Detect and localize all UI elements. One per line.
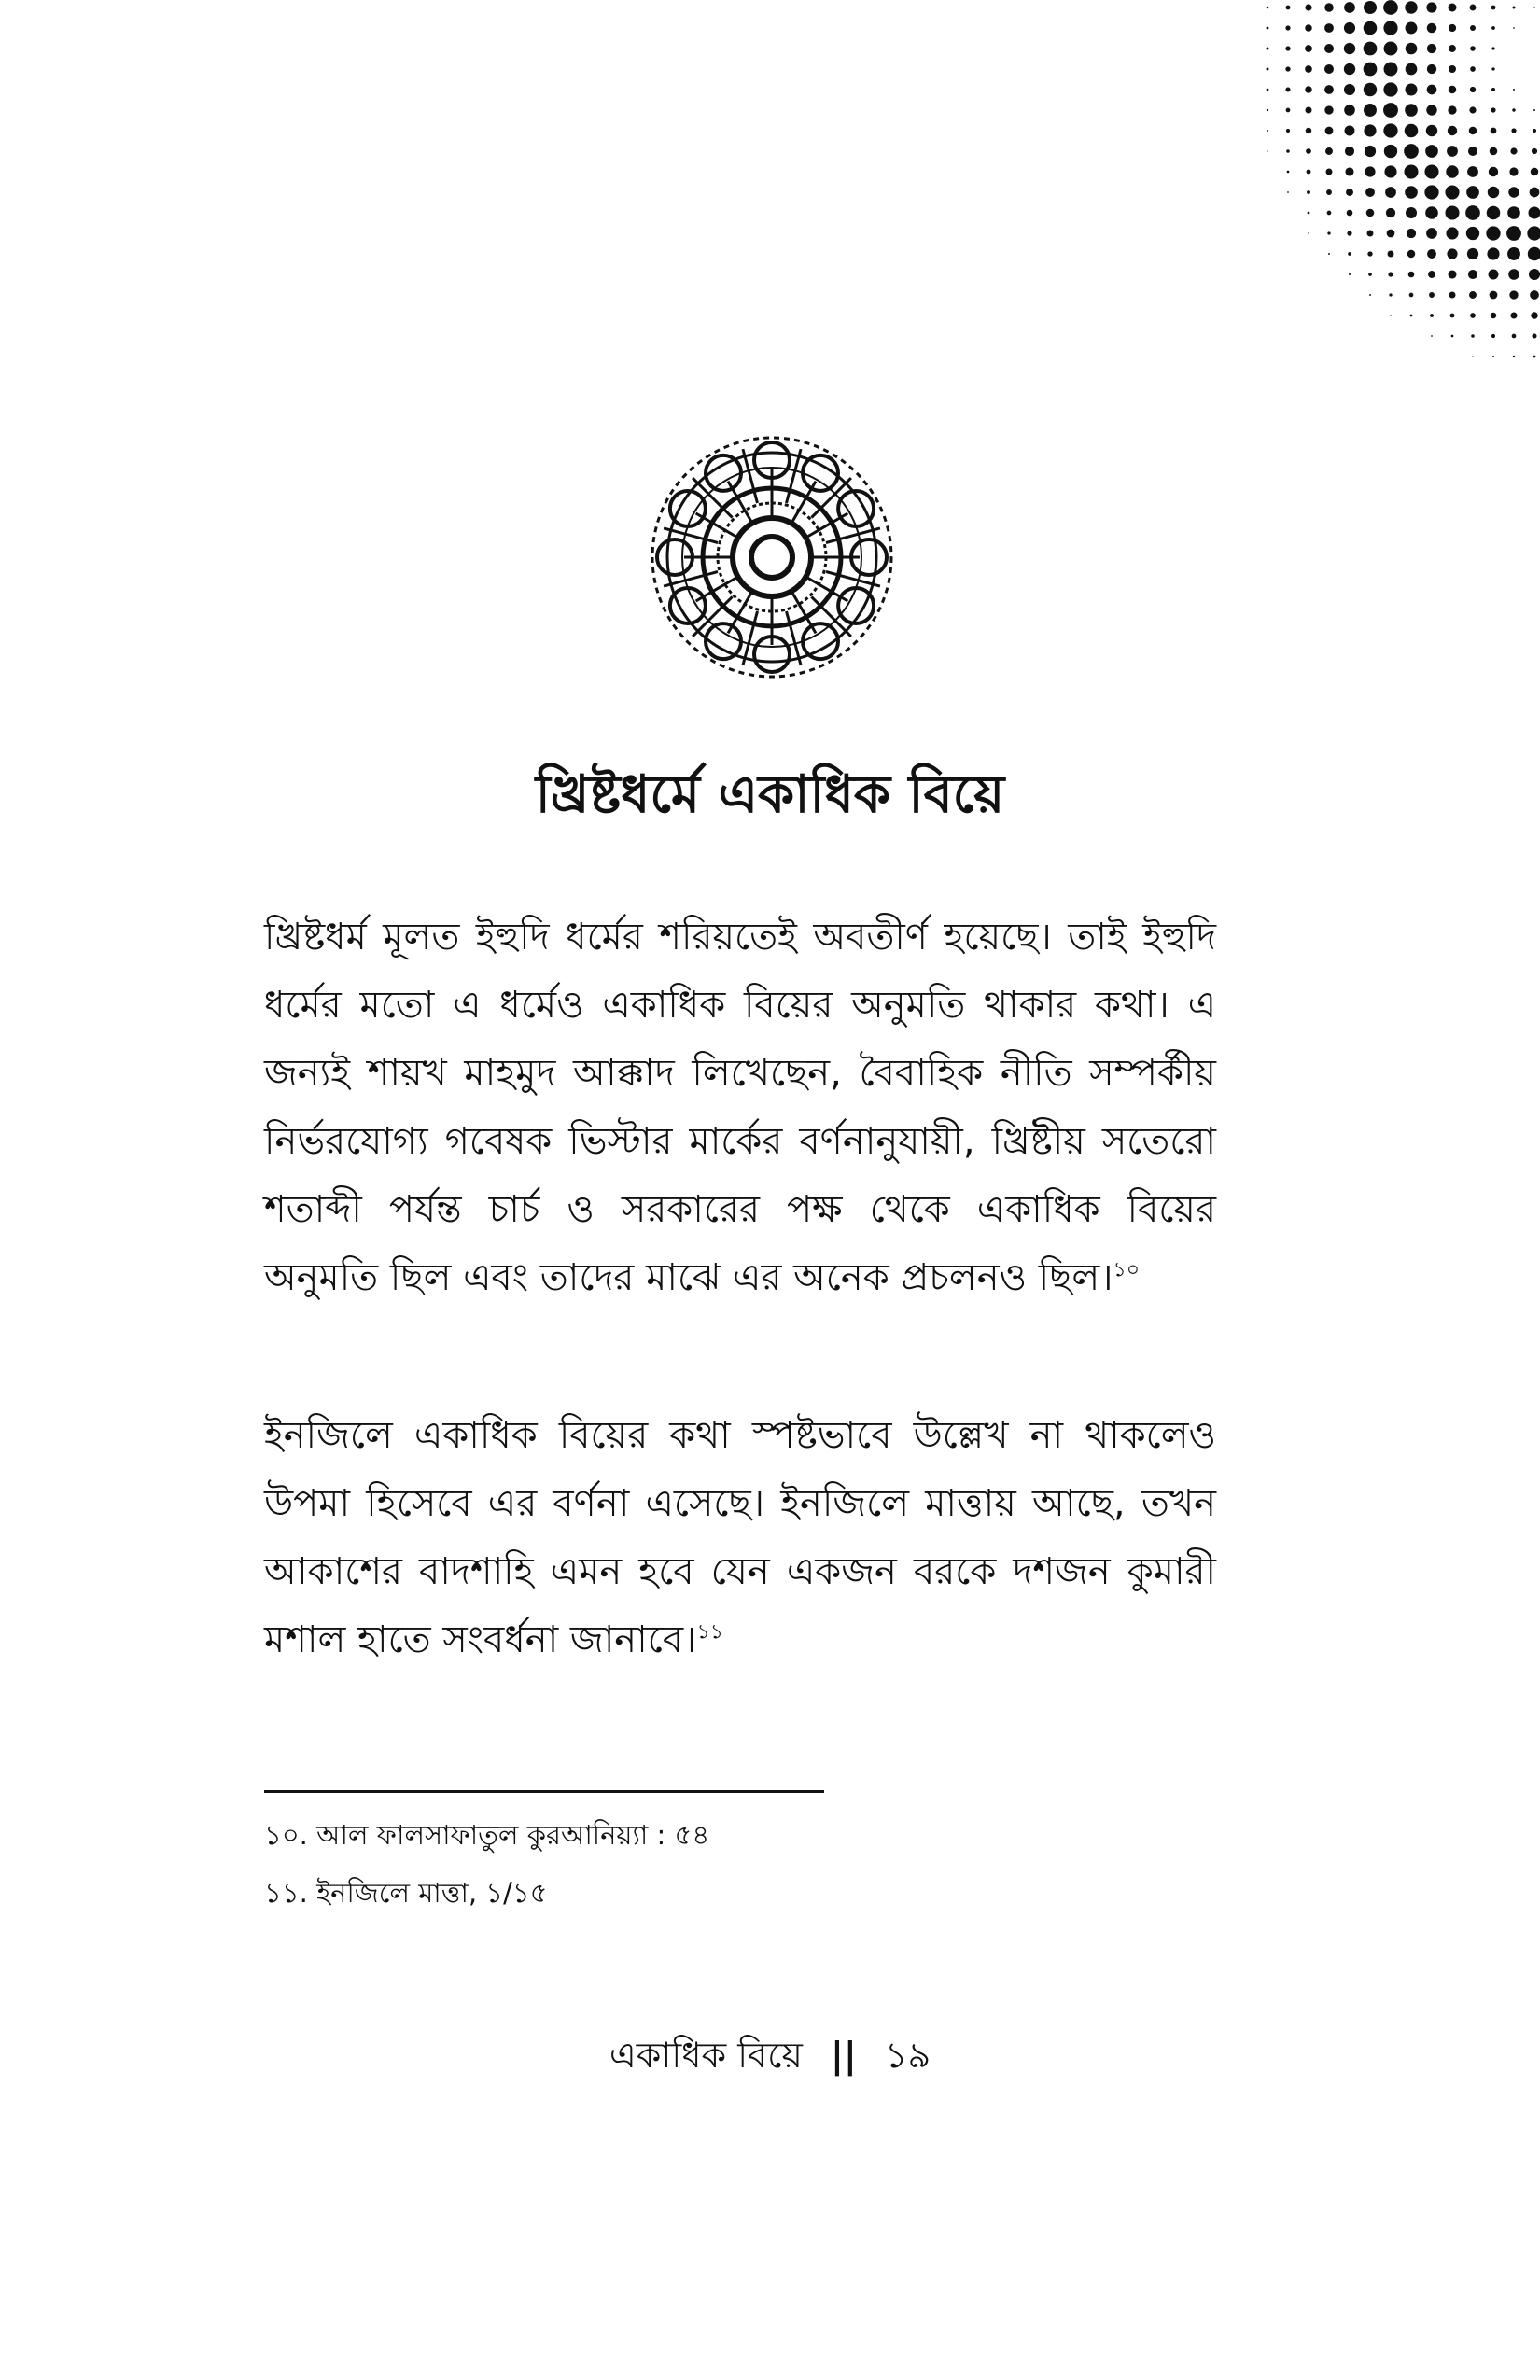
halftone-dot (1383, 82, 1397, 96)
halftone-dot (1449, 86, 1456, 93)
halftone-dot (1428, 271, 1435, 278)
halftone-dot (1533, 109, 1535, 111)
halftone-dot (1364, 63, 1378, 77)
halftone-dot (1530, 290, 1539, 300)
halftone-dot (1405, 1, 1417, 13)
halftone-dot (1287, 171, 1290, 174)
halftone-dot (1349, 273, 1351, 275)
halftone-dot (1406, 43, 1418, 55)
halftone-dot (1487, 206, 1501, 220)
halftone-dot (1345, 126, 1355, 136)
halftone-dot (1388, 251, 1394, 258)
halftone-dot (1513, 27, 1515, 29)
halftone-dot (1491, 26, 1495, 30)
halftone-dot (1513, 89, 1515, 91)
halftone-dot (1365, 146, 1376, 157)
footnote-divider (264, 1790, 824, 1793)
halftone-dot (1528, 247, 1540, 260)
halftone-dot (1512, 334, 1517, 339)
halftone-dot (1513, 356, 1515, 357)
halftone-dot (1305, 106, 1311, 113)
halftone-dot (1383, 21, 1397, 35)
halftone-dot (1486, 226, 1500, 240)
halftone-dot (1491, 88, 1495, 91)
halftone-dot (1383, 0, 1398, 15)
halftone-dot (1344, 63, 1355, 75)
ornament-spoke (693, 478, 733, 518)
halftone-dot (1424, 185, 1438, 199)
halftone-dot (1491, 128, 1497, 134)
footnote-reference[interactable]: ১০ (1113, 1258, 1141, 1282)
halftone-dot (1325, 147, 1333, 155)
halftone-dot (1449, 292, 1456, 299)
halftone-dot (1467, 166, 1478, 177)
halftone-dot (1324, 3, 1333, 11)
halftone-dot (1305, 65, 1312, 73)
halftone-dot (1344, 43, 1355, 54)
halftone-dot (1286, 6, 1291, 10)
halftone-dot (1326, 189, 1332, 195)
halftone-dot (1471, 334, 1475, 338)
halftone-dot (1491, 334, 1495, 338)
halftone-dot (1347, 231, 1351, 235)
halftone-dot (1509, 290, 1518, 299)
halftone-dot (1365, 188, 1375, 197)
footnote-reference[interactable]: ১১ (696, 1620, 723, 1645)
halftone-dot (1491, 313, 1496, 318)
halftone-dot (1367, 251, 1372, 256)
halftone-dot (1410, 315, 1413, 317)
halftone-dot (1472, 356, 1473, 357)
halftone-dot (1328, 253, 1330, 255)
halftone-dot (1389, 293, 1392, 296)
halftone-dot (1492, 356, 1494, 357)
halftone-dot (1531, 312, 1537, 318)
halftone-dot (1533, 129, 1536, 133)
halftone-dot (1470, 46, 1476, 51)
halftone-dot (1466, 186, 1479, 199)
ornament-spoke (693, 596, 733, 637)
halftone-dot (1406, 22, 1418, 35)
body-paragraph (264, 1402, 1216, 1674)
halftone-dot (1510, 147, 1517, 154)
halftone-dot (1384, 165, 1396, 177)
halftone-dot (1305, 24, 1312, 32)
halftone-dot (1487, 247, 1499, 259)
footer-separator: || (830, 2035, 857, 2076)
halftone-dot (1509, 167, 1518, 175)
halftone-dot (1449, 45, 1456, 52)
halftone-dot (1344, 84, 1355, 95)
halftone-dot (1407, 229, 1416, 238)
halftone-dot (1491, 47, 1494, 49)
halftone-dot (1507, 206, 1520, 219)
halftone-dot (1427, 64, 1436, 74)
halftone-dot (1468, 147, 1477, 156)
halftone-dot (1427, 85, 1437, 95)
halftone-dot (1383, 123, 1397, 137)
halftone-dot-pattern-icon (1260, 0, 1540, 541)
halftone-dot (1491, 6, 1496, 10)
halftone-dot (1491, 107, 1495, 112)
halftone-dot (1405, 104, 1418, 117)
halftone-dot (1425, 206, 1438, 219)
halftone-dot (1344, 2, 1355, 13)
halftone-dot (1267, 27, 1269, 30)
halftone-dot (1448, 105, 1456, 114)
halftone-dot (1446, 227, 1458, 239)
halftone-dot (1449, 4, 1457, 12)
halftone-dot (1306, 128, 1311, 133)
halftone-dot (1466, 227, 1479, 240)
halftone-dot (1470, 66, 1476, 72)
footnote-item: ১০. আল ফালসাফাতুল কুরআনিয়্যা : ৫৪ (264, 1819, 710, 1851)
halftone-dot (1470, 313, 1476, 318)
halftone-dot (1285, 25, 1290, 30)
halftone-dot (1467, 248, 1478, 259)
halftone-dot (1326, 169, 1333, 175)
page-number: ১৯ (884, 2035, 931, 2076)
halftone-dot (1365, 166, 1375, 176)
halftone-dot (1305, 4, 1311, 10)
halftone-dot (1366, 209, 1374, 217)
mandala-ornament-icon (646, 431, 898, 683)
halftone-dot (1364, 42, 1378, 56)
halftone-dot (1267, 48, 1269, 50)
halftone-dot (1488, 187, 1499, 198)
footnote-item: ১১. ইনজিলে মাত্তা, ১/১৫ (264, 1877, 548, 1909)
halftone-dot (1345, 167, 1353, 175)
halftone-dot (1267, 7, 1269, 9)
halftone-dot (1513, 7, 1516, 9)
body-paragraph (264, 903, 1216, 1312)
halftone-dot (1429, 292, 1435, 298)
halftone-dot (1408, 272, 1415, 278)
halftone-dot (1286, 108, 1291, 113)
halftone-dot (1470, 25, 1476, 31)
halftone-dot (1491, 67, 1494, 70)
halftone-dot (1324, 85, 1334, 94)
halftone-dot (1367, 231, 1374, 237)
halftone-dot (1327, 231, 1330, 234)
halftone-dot (1364, 83, 1377, 96)
halftone-dot (1324, 23, 1334, 33)
halftone-dot (1490, 147, 1498, 156)
halftone-dot (1368, 273, 1372, 276)
paragraph-text: খ্রিষ্টধর্ম মূলত ইহুদি ধর্মের শরিয়তেই অবতীর্ণ হয়েছে। তাই ইহুদি ধর্মের মতো এ ধর্মেও একাধিক বিয়ের অনুমতি থাকার কথা। এ জন্যই শায়খ মাহমুদ আক্কাদ লিখেছেন, বৈবাহিক নীতি সম্পর্কীয় নির্ভরযোগ্য গবেষক ভিস্টার মার্কের বর্ণনানুযায়ী, খ্রিষ্টীয় সতেরো শতাব্দী পর্যন্ত চার্চ ও সরকারের পক্ষ থেকে একাধিক বিয়ের অনুমতি ছিল এবং তাদের মাঝে এর অনেক প্রচলনও ছিল। (264, 916, 1216, 1299)
halftone-dot (1529, 207, 1540, 219)
ornament-spoke (811, 478, 851, 518)
halftone-dot (1449, 65, 1456, 73)
halftone-dot (1447, 146, 1458, 157)
halftone-dot (1383, 103, 1398, 118)
halftone-dot (1267, 89, 1269, 91)
halftone-dot (1508, 187, 1519, 197)
halftone-dot (1489, 167, 1498, 176)
halftone-dot (1344, 105, 1355, 116)
halftone-dot (1285, 46, 1290, 50)
halftone-dot (1285, 66, 1290, 71)
halftone-dot (1286, 149, 1290, 153)
halftone-dot (1510, 312, 1517, 318)
halftone-dot (1307, 170, 1311, 175)
halftone-dot (1387, 230, 1395, 238)
halftone-dot (1465, 205, 1480, 220)
halftone-dot (1469, 127, 1477, 135)
halftone-dot (1426, 125, 1437, 136)
halftone-dot (1531, 168, 1538, 175)
halftone-dot (1406, 63, 1418, 76)
halftone-dot (1430, 314, 1434, 317)
halftone-dot (1406, 84, 1418, 96)
halftone-dot (1446, 165, 1458, 177)
halftone-dot (1532, 333, 1536, 338)
halftone-dot (1306, 148, 1311, 154)
halftone-dot (1285, 87, 1290, 91)
halftone-dot (1468, 270, 1477, 279)
halftone-dot (1448, 270, 1456, 278)
halftone-dot (1406, 207, 1417, 218)
halftone-dot (1470, 5, 1477, 11)
halftone-dot (1427, 249, 1436, 259)
halftone-dot (1287, 191, 1289, 193)
footer-book-title: একাধিক বিয়ে (609, 2035, 803, 2076)
halftone-dot (1445, 185, 1459, 199)
halftone-dot (1385, 187, 1396, 198)
halftone-dot (1307, 190, 1310, 194)
halftone-dot (1427, 44, 1436, 53)
halftone-dot (1267, 109, 1268, 111)
halftone-dot (1527, 226, 1540, 240)
halftone-dot (1327, 211, 1332, 216)
chapter-title: খ্রিষ্টধর্মে একাধিক বিয়ে (535, 764, 1005, 825)
halftone-dot (1308, 232, 1309, 233)
halftone-dot (1364, 104, 1377, 117)
ornament-spoke (811, 596, 851, 637)
halftone-dot (1470, 87, 1476, 92)
halftone-dot (1451, 335, 1454, 338)
halftone-dot (1347, 210, 1353, 217)
halftone-dot (1469, 291, 1477, 299)
halftone-dot (1346, 189, 1353, 196)
halftone-dot (1384, 145, 1397, 158)
halftone-dot (1425, 145, 1438, 158)
halftone-dot (1404, 164, 1418, 178)
halftone-dot (1405, 124, 1419, 138)
halftone-dot (1469, 106, 1476, 113)
halftone-dot (1426, 228, 1437, 239)
halftone-dot (1445, 205, 1459, 219)
halftone-dot (1407, 250, 1415, 258)
halftone-dot (1267, 130, 1268, 132)
paragraph-text: ইনজিলে একাধিক বিয়ের কথা স্পষ্টভাবে উল্লেখ না থাকলেও উপমা হিসেবে এর বর্ণনা এসেছে। ইনজিলে মাত্তায় আছে, তখন আকাশের বাদশাহি এমন হবে যেন একজন বরকে দশজন কুমারী মশাল হাতে সংবর্ধনা জানাবে। (264, 1414, 1216, 1661)
halftone-dot (1409, 293, 1414, 298)
halftone-dot (1506, 226, 1521, 241)
halftone-dot (1267, 68, 1269, 71)
halftone-dot (1286, 129, 1290, 133)
halftone-dot (1533, 356, 1536, 358)
halftone-dot (1508, 269, 1519, 280)
halftone-dot (1447, 248, 1457, 259)
halftone-dot (1324, 64, 1334, 74)
halftone-dot (1305, 86, 1311, 92)
halftone-dot (1325, 127, 1334, 135)
halftone-dot (1345, 147, 1354, 156)
halftone-dot (1364, 21, 1378, 35)
halftone-dot (1388, 272, 1393, 276)
halftone-dot (1308, 212, 1310, 215)
halftone-dot (1450, 314, 1455, 318)
halftone-dot (1305, 45, 1312, 52)
halftone-dot (1384, 63, 1398, 77)
halftone-dot (1507, 247, 1520, 260)
halftone-dot (1530, 188, 1540, 198)
halftone-dot (1427, 23, 1437, 34)
halftone-dot (1448, 126, 1457, 135)
halftone-dot (1424, 164, 1438, 178)
halftone-dot (1426, 2, 1436, 12)
halftone-dot (1532, 148, 1537, 154)
halftone-dot (1384, 42, 1398, 56)
running-footer (0, 2027, 1540, 2083)
halftone-dot (1489, 270, 1499, 280)
halftone-dot (1386, 208, 1395, 217)
halftone-dot (1529, 269, 1540, 280)
halftone-dot (1348, 252, 1351, 256)
halftone-dot (1364, 124, 1376, 136)
halftone-dot (1369, 294, 1371, 296)
halftone-dot (1512, 108, 1515, 111)
halftone-dot (1324, 105, 1333, 114)
halftone-dot (1490, 291, 1498, 300)
halftone-dot (1364, 1, 1377, 14)
halftone-dot (1426, 105, 1436, 115)
halftone-dot (1405, 186, 1418, 199)
halftone-dot (1404, 144, 1419, 159)
halftone-dot (1344, 22, 1355, 34)
halftone-dot (1449, 24, 1456, 32)
halftone-dot (1511, 128, 1516, 133)
halftone-dot (1431, 335, 1433, 337)
halftone-dot (1324, 44, 1334, 53)
